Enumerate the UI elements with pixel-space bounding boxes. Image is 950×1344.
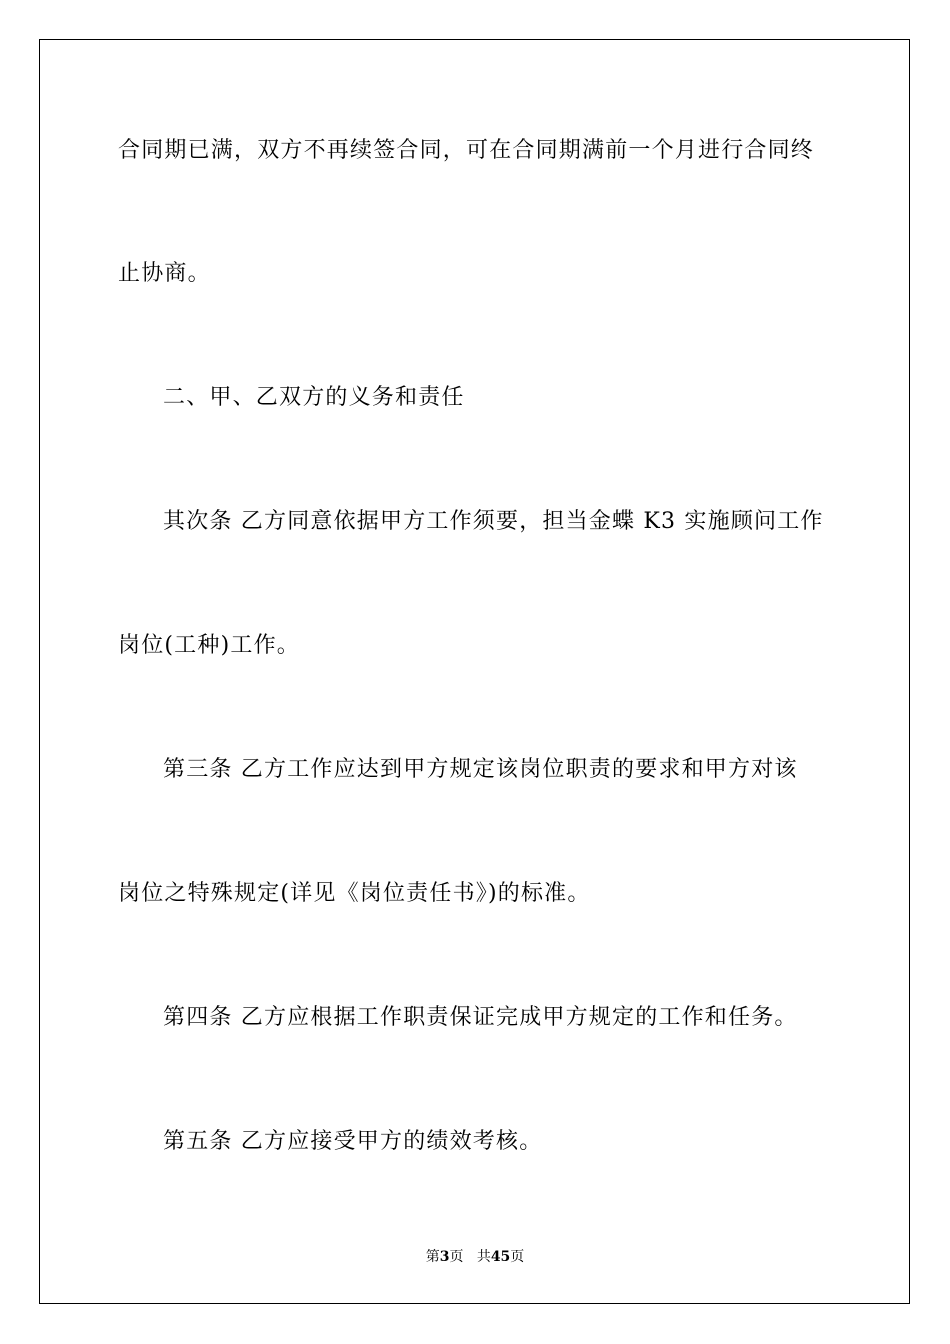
paragraph-line: 岗位之特殊规定(详见《岗位责任书》)的标准。 (118, 881, 591, 906)
paragraph-line: 岗位(工种)工作。 (118, 633, 300, 658)
page-footer (0, 1248, 950, 1266)
page-border (39, 39, 910, 1304)
paragraph-line: 止协商。 (118, 261, 211, 286)
article-line: 第三条 乙方工作应达到甲方规定该岗位职责的要求和甲方对该 (163, 757, 798, 782)
total-pages-number: 45 (490, 1249, 511, 1265)
page-suffix: 页 (449, 1249, 464, 1265)
article-line: 其次条 乙方同意依据甲方工作须要，担当金蝶 K3 实施顾问工作 (163, 509, 824, 534)
section-heading: 二、甲、乙双方的义务和责任 (163, 385, 465, 410)
article-line: 第四条 乙方应根据工作职责保证完成甲方规定的工作和任务。 (163, 1005, 798, 1030)
page-prefix: 第 (425, 1249, 440, 1265)
total-suffix: 页 (510, 1249, 525, 1265)
paragraph-line: 合同期已满，双方不再续签合同，可在合同期满前一个月进行合同终 (118, 138, 815, 163)
current-page-number: 3 (439, 1249, 450, 1265)
article-line: 第五条 乙方应接受甲方的绩效考核。 (163, 1129, 543, 1154)
total-prefix: 共 (476, 1249, 491, 1265)
